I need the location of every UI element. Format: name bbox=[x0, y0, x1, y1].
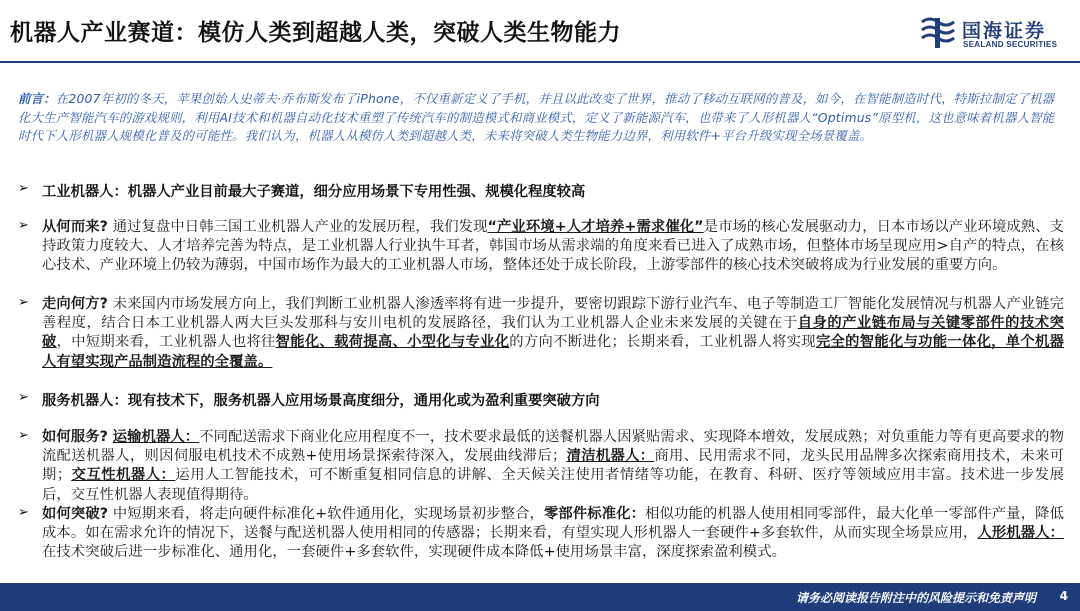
direction-highlight-1: 自身的产业链布局与关键零部件的技术突破 bbox=[42, 315, 1064, 351]
origin-question: 从何而来? bbox=[42, 219, 109, 235]
parts-standardization-label: 零部件标准化： bbox=[543, 506, 646, 522]
direction-highlight-3: 完全的智能化与功能一体化，单个机器人有望实现产品制造流程的全覆盖。 bbox=[42, 334, 1064, 370]
origin-paragraph: 从何而来? 通过复盘中日韩三国工业机器人产业的发展历程，我们发现“产业环境+人才培养+需求催化”是市场的核心发展驱动力，日本市场以产业环境成熟、支持政策力度较大、人才培养完善为特点，是工业机器人行业执牛耳者，韩国市场从需求端的角度来看已进入了成熟市场，但整体市场呈现应用>自产的特点，在核心技术、产业环境上仍较为薄弱，中国市场作为最大的工业机器人市场，整体还处于成长阶段，上游零部件的核心技术突破将成为行业发展的重要方向。 bbox=[42, 219, 1064, 274]
arrow-bullet-icon: ➢ bbox=[18, 505, 29, 520]
transport-robot-label: 运输机器人： bbox=[112, 429, 200, 445]
arrow-bullet-icon: ➢ bbox=[18, 218, 29, 233]
intro-paragraph bbox=[18, 90, 1062, 146]
intro-text: 在2007年初的冬天，苹果创始人史蒂夫·乔布斯发布了iPhone，不仅重新定义了手机，并且以此改变了世界，推动了移动互联网的普及，如今，在智能制造时代，特斯拉制定了机器化大生产智能汽车的游戏规则，利用AI技术和机器自动化技术重塑了传统汽车的制造模式和商业模式，定义了新能源汽车，也带来了人形机器人“Optimus”原型机，这也意味着机器人智能时代下人形机器人规模化普及的可能性。我们认为，机器人从模仿人类到超越人类，未来将突破人类生物能力边界，利用软件+平台升级实现全场景覆盖。 bbox=[18, 91, 1055, 143]
arrow-bullet-icon: ➢ bbox=[18, 181, 29, 196]
section-heading: 工业机器人：机器人产业目前最大子赛道，细分应用场景下专用性强、规模化程度较高 bbox=[42, 184, 586, 200]
origin-highlight: “产业环境+人才培养+需求催化” bbox=[487, 219, 704, 235]
service-paragraph: 如何服务? 运输机器人：不同配送需求下商业化应用程度不一，技术要求最低的送餐机器人因紧贴需求、实现降本增效，发展成熟；对负重能力等有更高要求的物流配送机器人，则因伺服电机技术不成熟+使用场景探索待深入，发展曲线滞后；清洁机器人：商用、民用需求不同，龙头民用品牌多次探索商用技术，未来可期；交互性机器人：运用人工智能技术，可不断重复相同信息的讲解、全天候关注使用者情绪等功能，在教育、科研、医疗等领域应用丰富。技术进一步发展后，交互性机器人表现值得期待。 bbox=[42, 429, 1065, 503]
company-logo bbox=[918, 12, 1078, 52]
arrow-bullet-icon: ➢ bbox=[18, 295, 29, 310]
cleaning-robot-label: 清洁机器人： bbox=[566, 448, 655, 465]
intro-lead: 前言： bbox=[18, 91, 56, 106]
direction-paragraph: 走向何方? 未来国内市场发展方向上，我们判断工业机器人渗透率将有进一步提升，要密切跟踪下游行业汽车、电子等制造工厂智能化发展情况与机器人产业链完善程度，结合日本工业机器人两大巨头发那科与安川电机的发展路径，我们认为工业机器人企业未来发展的关键在于自身的产业链布局与关键零部件的技术突破，中短期来看，工业机器人也将往智能化、载荷提高、小型化与专业化的方向不断进化；长期来看，工业机器人将实现完全的智能化与功能一体化，单个机器人有望实现产品制造流程的全覆盖。 bbox=[42, 296, 1064, 370]
arrow-bullet-icon: ➢ bbox=[18, 428, 29, 443]
breakthrough-question: 如何突破? bbox=[42, 506, 109, 522]
logo-cn-text: 国海证券 bbox=[962, 20, 1047, 42]
header-divider bbox=[0, 61, 1080, 63]
footer-disclaimer: 请务必阅读报告附注中的风险提示和免责声明 bbox=[795, 591, 1036, 605]
interactive-robot-label: 交互性机器人： bbox=[71, 467, 176, 484]
page-footer bbox=[0, 583, 1080, 611]
service-question: 如何服务? bbox=[42, 429, 109, 445]
breakthrough-paragraph: 如何突破? 中短期来看，将走向硬件标准化+软件通用化，实现场景初步整合，零部件标准化：相似功能的机器人使用相同零部件，最大化单一零部件产量，降低成本。如在需求允许的情况下，送餐与配送机器人使用相同的传感器；长期来看，有望实现人形机器人一套硬件+多套软件，从而实现全场景应用，人形机器人：在技术突破后进一步标准化、通用化，一套硬件+多套软件，实现硬件成本降低+使用场景丰富，深度探索盈利模式。 bbox=[42, 506, 1065, 561]
sealand-logo-icon bbox=[918, 14, 958, 50]
direction-highlight-2: 智能化、载荷提高、小型化与专业化 bbox=[275, 334, 510, 351]
page-header bbox=[0, 0, 1080, 62]
direction-question: 走向何方? bbox=[42, 296, 109, 312]
section-heading: 服务机器人：现有技术下，服务机器人应用场景高度细分，通用化或为盈利重要突破方向 bbox=[42, 393, 600, 409]
humanoid-robot-label: 人形机器人： bbox=[977, 525, 1064, 542]
page-title: 机器人产业赛道：模仿人类到超越人类，突破人类生物能力 bbox=[10, 20, 621, 46]
arrow-bullet-icon: ➢ bbox=[18, 390, 29, 405]
logo-en-text: SEALAND SECURITIES bbox=[963, 40, 1058, 49]
page-number: 4 bbox=[1059, 589, 1068, 603]
